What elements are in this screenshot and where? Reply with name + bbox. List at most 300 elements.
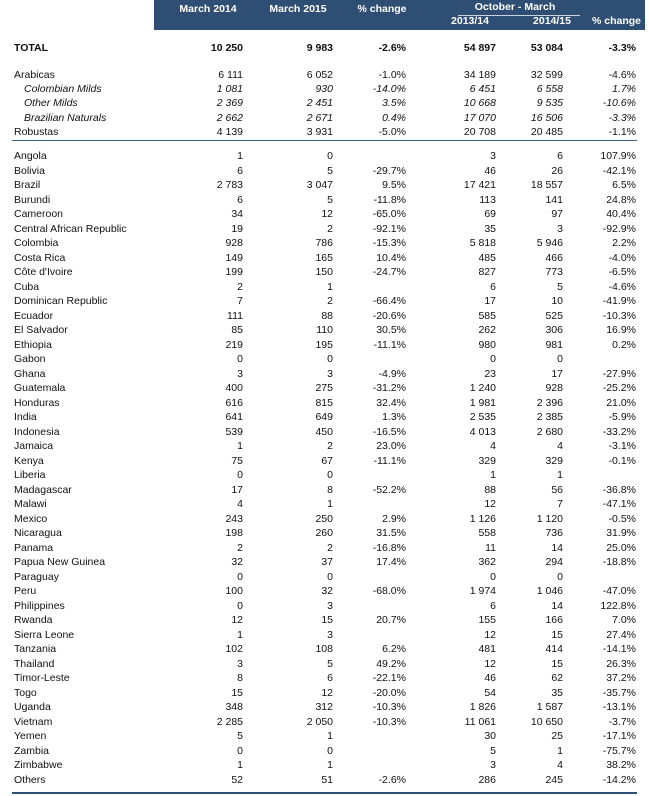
row-label: Burundi bbox=[14, 193, 51, 206]
cell-march-2015: 12 bbox=[321, 686, 333, 699]
cell-2014-15: 6 558 bbox=[536, 82, 563, 95]
cell-march-2014: 641 bbox=[225, 411, 243, 423]
cell-2013-14: 11 061 bbox=[464, 715, 496, 728]
cell-march-2015: 2 671 bbox=[306, 111, 333, 124]
table-row bbox=[0, 149, 649, 163]
cell-pct-change-2: 0.2% bbox=[612, 338, 636, 351]
cell-march-2014: 6 111 bbox=[218, 68, 243, 81]
cell-march-2014: 5 bbox=[237, 730, 243, 742]
cell-2013-14: 2 535 bbox=[469, 411, 496, 423]
cell-march-2014: 243 bbox=[225, 512, 243, 525]
cell-2014-15: 7 bbox=[557, 498, 563, 510]
cell-march-2014: 4 139 bbox=[216, 126, 243, 138]
cell-march-2015: 1 bbox=[327, 280, 333, 293]
table-row bbox=[0, 265, 649, 279]
table-row bbox=[0, 96, 649, 110]
cell-2014-15: 736 bbox=[545, 527, 563, 539]
cell-pct-change: -66.4% bbox=[372, 295, 406, 307]
table-row bbox=[0, 758, 649, 772]
row-label: Zambia bbox=[14, 744, 50, 757]
cell-march-2015: 5 bbox=[327, 193, 333, 206]
row-label: El Salvador bbox=[14, 324, 68, 336]
row-label: Peru bbox=[14, 585, 37, 597]
cell-2013-14: 46 bbox=[484, 164, 496, 177]
table-row bbox=[0, 381, 649, 395]
cell-pct-change: -68.0% bbox=[372, 585, 406, 597]
cell-2013-14: 54 bbox=[484, 686, 496, 699]
cell-2013-14: 35 bbox=[484, 222, 496, 235]
row-label: Panama bbox=[14, 541, 54, 554]
row-label: Kenya bbox=[14, 454, 44, 467]
cell-march-2015: 51 bbox=[321, 773, 333, 786]
cell-pct-change: -10.3% bbox=[372, 701, 406, 713]
cell-2013-14: 6 bbox=[490, 599, 496, 612]
cell-march-2014: 198 bbox=[225, 527, 243, 539]
cell-march-2014: 6 bbox=[237, 193, 243, 206]
cell-pct-change: 23.0% bbox=[376, 440, 406, 452]
cell-2013-14: 12 bbox=[484, 498, 496, 510]
table-row bbox=[0, 410, 649, 424]
row-label: Timor-Leste bbox=[14, 672, 70, 684]
cell-2014-15: 26 bbox=[551, 164, 563, 177]
cell-2014-15: 35 bbox=[551, 686, 563, 699]
row-label: Central African Republic bbox=[14, 222, 127, 235]
cell-pct-change: 9.5% bbox=[382, 179, 406, 191]
cell-2014-15: 32 599 bbox=[530, 68, 563, 81]
table-row bbox=[0, 207, 649, 221]
cell-pct-change: -92.1% bbox=[372, 222, 406, 235]
cell-pct-change: 6.2% bbox=[382, 643, 406, 655]
cell-pct-change-2: -6.5% bbox=[608, 266, 636, 278]
cell-march-2015: 3 bbox=[327, 599, 333, 612]
table-row bbox=[0, 338, 649, 352]
cell-pct-change-2: -14.2% bbox=[602, 773, 636, 786]
cell-2013-14: 1 bbox=[490, 469, 496, 481]
cell-march-2014: 2 662 bbox=[216, 111, 243, 124]
row-label: Liberia bbox=[14, 469, 46, 481]
cell-pct-change-2: 122.8% bbox=[600, 599, 636, 612]
cell-pct-change-2: -14.1% bbox=[602, 643, 636, 655]
cell-2014-15: 53 084 bbox=[530, 41, 563, 54]
cell-2014-15: 294 bbox=[545, 556, 563, 568]
cell-pct-change-2: -10.6% bbox=[602, 97, 636, 109]
cell-march-2015: 5 bbox=[327, 657, 333, 670]
cell-2014-15: 20 485 bbox=[530, 126, 563, 138]
cell-march-2014: 2 bbox=[237, 280, 243, 293]
cell-pct-change-2: -3.7% bbox=[608, 715, 636, 728]
cell-2014-15: 466 bbox=[545, 251, 563, 264]
cell-pct-change-2: -41.9% bbox=[602, 295, 636, 307]
row-label: Brazil bbox=[14, 179, 41, 191]
table-row bbox=[0, 526, 649, 540]
cell-march-2014: 7 bbox=[237, 295, 243, 307]
cell-march-2015: 9 983 bbox=[306, 41, 333, 54]
cell-march-2014: 199 bbox=[225, 266, 243, 278]
cell-pct-change: -31.2% bbox=[372, 382, 406, 394]
row-label: Thailand bbox=[14, 657, 55, 670]
cell-march-2014: 34 bbox=[231, 208, 243, 220]
cell-2014-15: 1 bbox=[557, 469, 563, 481]
cell-2014-15: 414 bbox=[545, 643, 563, 655]
table-row bbox=[0, 642, 649, 656]
cell-pct-change-2: 16.9% bbox=[606, 324, 636, 336]
cell-march-2015: 12 bbox=[321, 208, 333, 220]
cell-pct-change-2: -5.9% bbox=[608, 411, 636, 423]
cell-march-2015: 930 bbox=[315, 82, 333, 95]
cell-2013-14: 0 bbox=[490, 353, 496, 365]
cell-march-2014: 0 bbox=[237, 469, 243, 481]
cell-march-2014: 111 bbox=[227, 309, 243, 322]
cell-2014-15: 525 bbox=[545, 309, 563, 322]
cell-pct-change: -14.0% bbox=[372, 82, 406, 95]
cell-pct-change: -2.6% bbox=[378, 41, 406, 54]
table-row bbox=[0, 439, 649, 453]
cell-pct-change-2: 40.4% bbox=[606, 208, 636, 220]
cell-pct-change-2: -13.1% bbox=[602, 701, 636, 713]
cell-2014-15: 329 bbox=[545, 454, 563, 467]
cell-pct-change-2: -3.1% bbox=[608, 440, 636, 452]
cell-2014-15: 928 bbox=[545, 382, 563, 394]
row-label: Tanzania bbox=[14, 643, 57, 655]
row-label: Nicaragua bbox=[14, 527, 62, 539]
cell-2013-14: 362 bbox=[478, 556, 496, 568]
cell-pct-change-2: -4.6% bbox=[608, 280, 636, 293]
row-label: Papua New Guinea bbox=[14, 556, 106, 568]
row-label: Vietnam bbox=[14, 715, 53, 728]
row-label: Honduras bbox=[14, 396, 60, 409]
header-march-2015: March 2015 bbox=[269, 3, 327, 15]
table-row bbox=[0, 454, 649, 468]
cell-2014-15: 773 bbox=[545, 266, 563, 278]
cell-pct-change-2: -36.8% bbox=[602, 483, 636, 496]
cell-pct-change: -65.0% bbox=[372, 208, 406, 220]
cell-march-2014: 348 bbox=[225, 701, 243, 713]
cell-march-2014: 12 bbox=[231, 614, 243, 626]
cell-pct-change-2: -92.9% bbox=[602, 222, 636, 235]
cell-2014-15: 1 bbox=[557, 744, 563, 757]
cell-march-2014: 52 bbox=[231, 773, 243, 786]
cell-2014-15: 17 bbox=[551, 367, 563, 380]
row-label: Côte d'Ivoire bbox=[14, 266, 73, 278]
cell-2013-14: 113 bbox=[479, 193, 496, 206]
table-row bbox=[0, 715, 649, 729]
cell-march-2015: 786 bbox=[315, 237, 333, 249]
cell-2013-14: 34 189 bbox=[463, 68, 496, 81]
row-label: Colombian Milds bbox=[24, 82, 102, 95]
cell-2014-15: 2 396 bbox=[536, 396, 563, 409]
row-label: Others bbox=[14, 773, 46, 786]
cell-march-2015: 0 bbox=[327, 570, 333, 583]
row-label: Guatemala bbox=[14, 382, 66, 394]
cell-march-2015: 2 bbox=[327, 440, 333, 452]
row-label: Dominican Republic bbox=[14, 295, 108, 307]
row-label: Uganda bbox=[14, 701, 51, 713]
table-row bbox=[0, 584, 649, 598]
cell-2013-14: 1 981 bbox=[469, 396, 496, 409]
table-bottom-rule bbox=[12, 792, 637, 794]
table-row bbox=[0, 512, 649, 526]
cell-2014-15: 245 bbox=[545, 773, 563, 786]
cell-pct-change-2: -0.1% bbox=[608, 454, 636, 467]
cell-march-2015: 5 bbox=[327, 164, 333, 177]
cell-march-2014: 100 bbox=[225, 585, 243, 597]
row-label: Robustas bbox=[14, 126, 59, 138]
cell-2013-14: 88 bbox=[484, 483, 496, 496]
table-row bbox=[0, 323, 649, 337]
cell-pct-change: 30.5% bbox=[376, 324, 406, 336]
cell-2014-15: 10 650 bbox=[530, 715, 563, 728]
cell-pct-change-2: -75.7% bbox=[602, 744, 636, 757]
row-label: Cuba bbox=[14, 280, 40, 293]
cell-2013-14: 20 708 bbox=[463, 126, 496, 138]
cell-march-2015: 6 bbox=[327, 672, 333, 684]
cell-2013-14: 30 bbox=[484, 730, 496, 742]
cell-pct-change-2: -17.1% bbox=[602, 730, 636, 742]
table-row bbox=[0, 111, 649, 125]
cell-2014-15: 16 506 bbox=[530, 111, 563, 124]
table-row bbox=[0, 164, 649, 178]
table-row bbox=[0, 555, 649, 569]
cell-2013-14: 10 668 bbox=[463, 97, 496, 109]
row-label: Philippines bbox=[14, 599, 65, 612]
cell-2013-14: 17 421 bbox=[463, 179, 496, 191]
cell-march-2015: 3 bbox=[327, 367, 333, 380]
cell-2013-14: 17 070 bbox=[463, 111, 496, 124]
cell-2013-14: 485 bbox=[478, 251, 496, 264]
cell-march-2014: 2 783 bbox=[216, 179, 243, 191]
section-divider bbox=[12, 140, 637, 141]
cell-march-2014: 17 bbox=[231, 483, 243, 496]
cell-march-2015: 1 bbox=[327, 730, 333, 742]
cell-pct-change-2: -0.5% bbox=[608, 512, 636, 525]
cell-march-2014: 1 bbox=[237, 759, 243, 771]
cell-march-2014: 539 bbox=[225, 425, 243, 438]
row-label: Indonesia bbox=[14, 425, 60, 438]
header-march-2014: March 2014 bbox=[179, 3, 237, 15]
cell-2014-15: 141 bbox=[545, 193, 563, 206]
cell-2013-14: 4 013 bbox=[469, 425, 496, 438]
cell-pct-change-2: 1.7% bbox=[612, 82, 636, 95]
table-row bbox=[0, 744, 649, 758]
cell-2013-14: 262 bbox=[478, 324, 496, 336]
row-label: Malawi bbox=[14, 498, 47, 510]
cell-pct-change: 17.4% bbox=[376, 556, 406, 568]
cell-2013-14: 11 bbox=[485, 541, 496, 554]
row-label: Angola bbox=[14, 150, 47, 162]
row-label: Other Milds bbox=[24, 97, 78, 109]
cell-pct-change-2: 31.9% bbox=[606, 527, 636, 539]
cell-2014-15: 0 bbox=[557, 353, 563, 365]
cell-march-2014: 85 bbox=[231, 324, 243, 336]
cell-pct-change: 1.3% bbox=[382, 411, 406, 423]
cell-2013-14: 1 240 bbox=[469, 382, 496, 394]
cell-pct-change-2: 25.0% bbox=[606, 541, 636, 554]
cell-2013-14: 1 826 bbox=[469, 701, 496, 713]
cell-pct-change-2: -18.8% bbox=[602, 556, 636, 568]
header-october-march: October - March bbox=[474, 1, 556, 13]
cell-march-2015: 110 bbox=[316, 324, 333, 336]
table-row bbox=[0, 367, 649, 381]
cell-pct-change-2: -4.0% bbox=[608, 251, 636, 264]
cell-march-2014: 616 bbox=[225, 396, 243, 409]
cell-2014-15: 981 bbox=[545, 338, 563, 351]
cell-2013-14: 46 bbox=[484, 672, 496, 684]
cell-2013-14: 12 bbox=[484, 657, 496, 670]
table-row bbox=[0, 483, 649, 497]
row-label: Gabon bbox=[14, 353, 46, 365]
cell-2014-15: 15 bbox=[551, 628, 563, 641]
cell-2013-14: 1 974 bbox=[469, 585, 496, 597]
cell-2013-14: 286 bbox=[478, 773, 496, 786]
cell-2013-14: 1 126 bbox=[469, 512, 496, 525]
cell-pct-change: 0.4% bbox=[382, 111, 406, 124]
cell-pct-change-2: -25.2% bbox=[602, 382, 636, 394]
header-2014-15: 2014/15 bbox=[533, 15, 571, 27]
cell-march-2015: 275 bbox=[315, 382, 333, 394]
cell-march-2015: 195 bbox=[315, 338, 333, 351]
cell-march-2014: 3 bbox=[237, 657, 243, 670]
table-row bbox=[0, 729, 649, 743]
cell-march-2015: 3 047 bbox=[306, 179, 333, 191]
cell-march-2014: 3 bbox=[237, 367, 243, 380]
cell-march-2014: 15 bbox=[231, 686, 243, 699]
row-label: Jamaica bbox=[14, 440, 54, 452]
table-row bbox=[0, 570, 649, 584]
cell-2014-15: 166 bbox=[545, 614, 563, 626]
cell-march-2014: 2 285 bbox=[216, 715, 243, 728]
cell-pct-change-2: -3.3% bbox=[608, 111, 636, 124]
table-row bbox=[0, 396, 649, 410]
row-label: Colombia bbox=[14, 237, 59, 249]
cell-2014-15: 4 bbox=[557, 440, 563, 452]
cell-pct-change: -1.0% bbox=[378, 68, 406, 81]
cell-pct-change: -5.0% bbox=[378, 126, 406, 138]
cell-2014-15: 2 385 bbox=[536, 411, 563, 423]
cell-march-2015: 260 bbox=[315, 527, 333, 539]
cell-pct-change: -10.3% bbox=[372, 715, 406, 728]
table-row bbox=[0, 628, 649, 642]
cell-march-2014: 8 bbox=[237, 672, 243, 684]
cell-pct-change-2: 107.9% bbox=[600, 150, 636, 162]
cell-march-2014: 400 bbox=[225, 382, 243, 394]
total-row bbox=[0, 41, 649, 55]
cell-march-2015: 2 451 bbox=[306, 97, 333, 109]
cell-pct-change-2: -27.9% bbox=[602, 367, 636, 380]
cell-march-2015: 37 bbox=[321, 556, 333, 568]
cell-march-2014: 1 081 bbox=[216, 82, 243, 95]
cell-march-2015: 8 bbox=[327, 483, 333, 496]
table-header bbox=[154, 0, 645, 30]
cell-pct-change: -2.6% bbox=[378, 773, 406, 786]
table-row bbox=[0, 236, 649, 250]
cell-pct-change-2: -42.1% bbox=[602, 164, 636, 177]
header-2013-14: 2013/14 bbox=[451, 15, 489, 27]
row-label: Arabicas bbox=[14, 68, 55, 81]
cell-march-2015: 312 bbox=[315, 701, 333, 713]
cell-march-2014: 0 bbox=[237, 570, 243, 583]
cell-pct-change-2: 2.2% bbox=[612, 237, 636, 249]
table-row bbox=[0, 294, 649, 308]
row-label: Brazilian Naturals bbox=[24, 111, 107, 124]
row-label: Ecuador bbox=[14, 309, 54, 322]
row-label: Ethiopia bbox=[14, 338, 52, 351]
cell-2013-14: 4 bbox=[490, 440, 496, 452]
cell-2013-14: 54 897 bbox=[463, 41, 496, 54]
cell-2014-15: 10 bbox=[551, 295, 563, 307]
cell-2013-14: 481 bbox=[478, 643, 496, 655]
cell-march-2014: 1 bbox=[237, 150, 243, 162]
cell-2014-15: 306 bbox=[545, 324, 563, 336]
cell-2013-14: 69 bbox=[484, 208, 496, 220]
cell-march-2014: 0 bbox=[237, 599, 243, 612]
cell-pct-change-2: 6.5% bbox=[612, 179, 636, 191]
cell-2013-14: 23 bbox=[484, 367, 496, 380]
cell-2014-15: 9 535 bbox=[536, 97, 563, 109]
cell-2014-15: 15 bbox=[551, 657, 563, 670]
cell-march-2014: 1 bbox=[237, 628, 243, 641]
cell-pct-change-2: -47.0% bbox=[602, 585, 636, 597]
row-label: Madagascar bbox=[14, 483, 72, 496]
table-row bbox=[0, 68, 649, 82]
cell-pct-change-2: -3.3% bbox=[608, 41, 636, 54]
table-row bbox=[0, 468, 649, 482]
cell-2013-14: 17 bbox=[484, 295, 496, 307]
cell-march-2015: 165 bbox=[315, 251, 333, 264]
cell-march-2015: 67 bbox=[321, 454, 333, 467]
cell-pct-change: -16.8% bbox=[372, 541, 406, 554]
table-row bbox=[0, 686, 649, 700]
cell-2013-14: 3 bbox=[490, 759, 496, 771]
cell-march-2015: 32 bbox=[321, 585, 333, 597]
cell-2014-15: 62 bbox=[551, 672, 563, 684]
cell-2013-14: 329 bbox=[478, 454, 496, 467]
cell-march-2014: 149 bbox=[225, 251, 243, 264]
table-row bbox=[0, 222, 649, 236]
cell-2014-15: 25 bbox=[551, 730, 563, 742]
cell-pct-change: -29.7% bbox=[372, 164, 406, 177]
row-label: Sierra Leone bbox=[14, 628, 75, 641]
cell-2013-14: 5 818 bbox=[469, 237, 496, 249]
cell-march-2014: 32 bbox=[231, 556, 243, 568]
cell-2013-14: 12 bbox=[484, 628, 496, 641]
row-label: Bolivia bbox=[14, 164, 45, 177]
table-row bbox=[0, 178, 649, 192]
cell-pct-change-2: 24.8% bbox=[606, 193, 636, 206]
cell-2013-14: 6 451 bbox=[469, 82, 496, 95]
cell-2014-15: 3 bbox=[557, 222, 563, 235]
cell-pct-change: -11.8% bbox=[373, 193, 406, 206]
cell-pct-change-2: -10.3% bbox=[602, 309, 636, 322]
cell-2014-15: 5 946 bbox=[536, 237, 563, 249]
cell-2013-14: 585 bbox=[478, 309, 496, 322]
cell-march-2014: 4 bbox=[237, 498, 243, 510]
cell-march-2015: 0 bbox=[327, 353, 333, 365]
cell-march-2015: 1 bbox=[327, 759, 333, 771]
cell-march-2015: 88 bbox=[321, 309, 333, 322]
cell-pct-change: -11.1% bbox=[373, 454, 406, 467]
cell-pct-change-2: 7.0% bbox=[612, 614, 636, 626]
table-row bbox=[0, 309, 649, 323]
cell-pct-change-2: -4.6% bbox=[608, 68, 636, 81]
cell-2014-15: 97 bbox=[551, 208, 563, 220]
cell-march-2015: 3 931 bbox=[306, 126, 333, 138]
cell-pct-change: -15.3% bbox=[372, 237, 406, 249]
cell-pct-change-2: -33.2% bbox=[602, 425, 636, 438]
table-row bbox=[0, 657, 649, 671]
table-row bbox=[0, 497, 649, 511]
cell-march-2014: 75 bbox=[231, 454, 243, 467]
cell-pct-change-2: 26.3% bbox=[606, 657, 636, 670]
